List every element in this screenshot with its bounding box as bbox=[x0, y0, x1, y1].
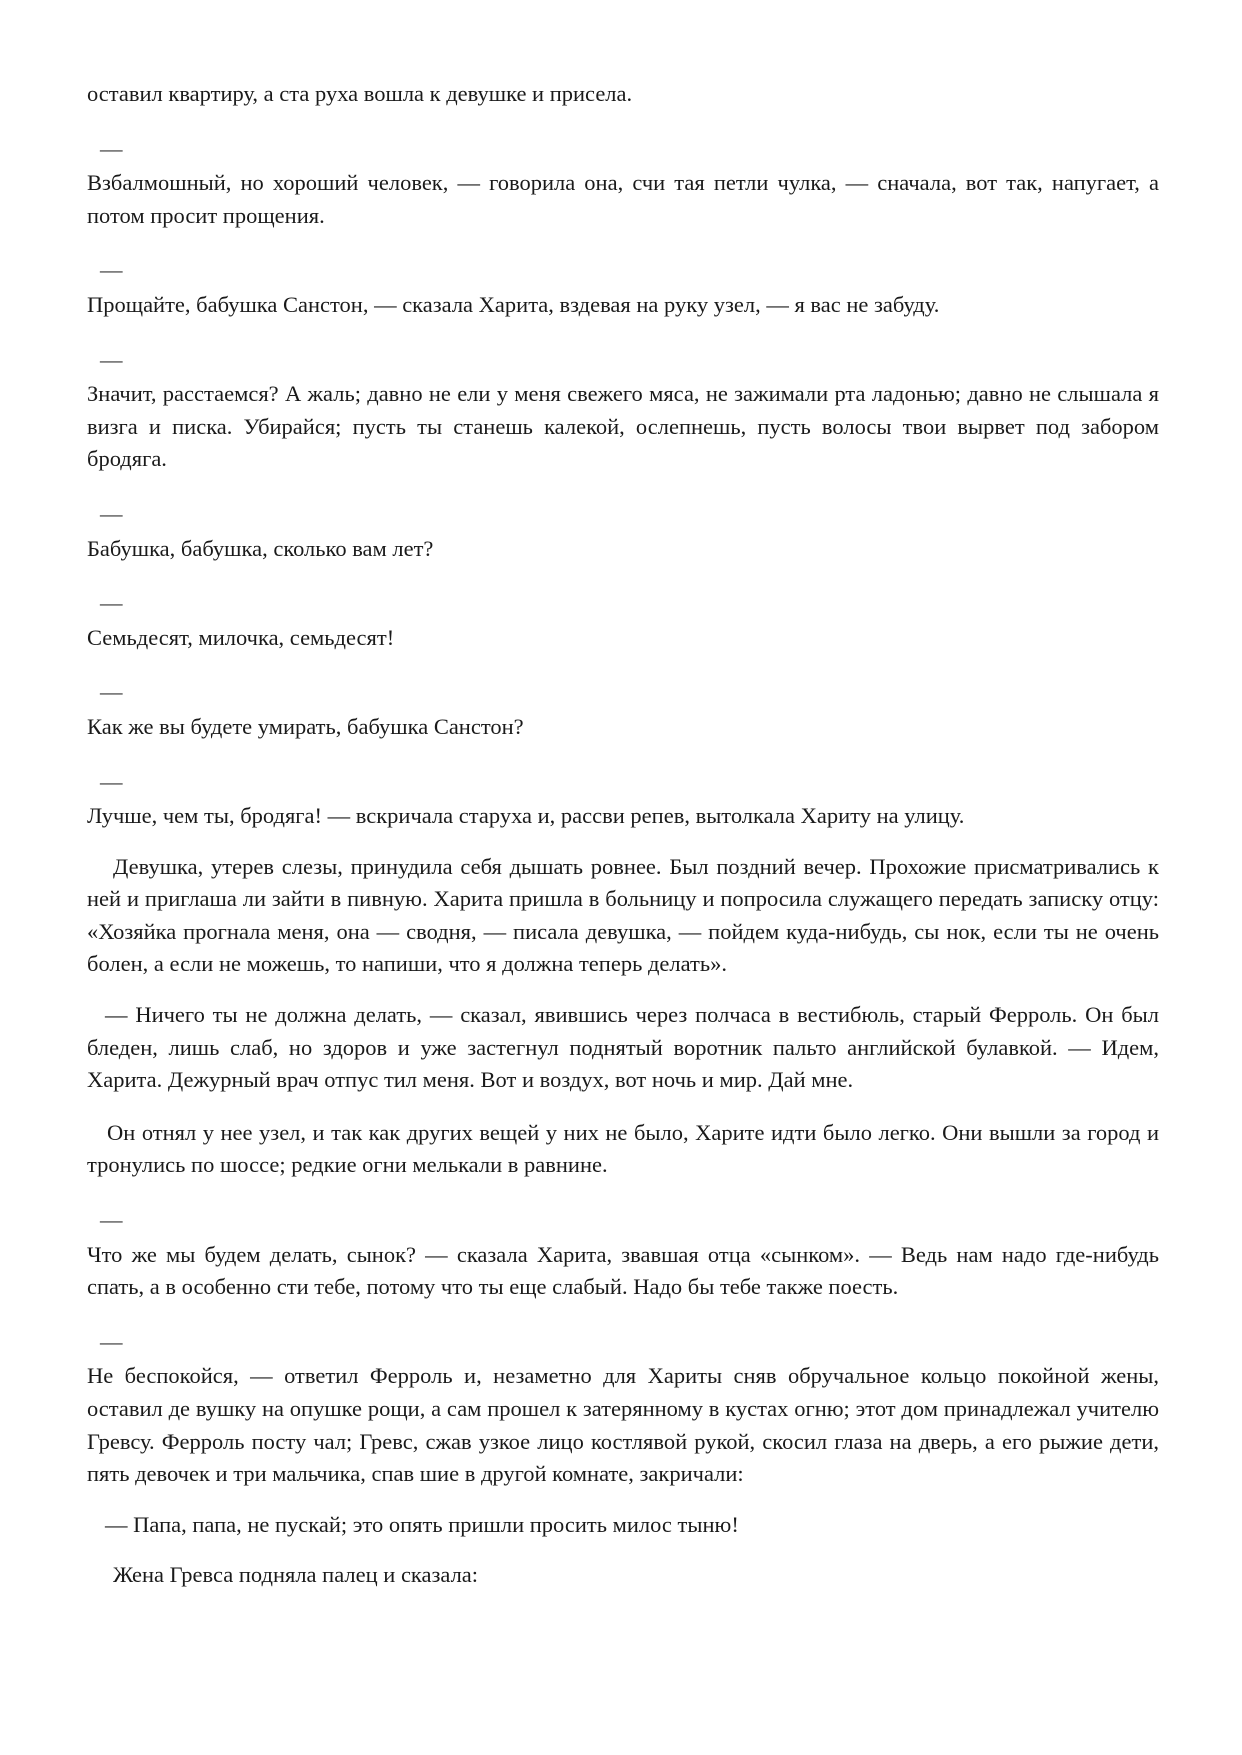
dialogue-dash: — bbox=[100, 768, 123, 794]
dialogue-dash: — bbox=[100, 590, 123, 616]
paragraph: Лучше, чем ты, бродяга! — вскричала старуха и, рассви репев, вытолкала Хариту на улицу. bbox=[87, 803, 965, 829]
dialogue-dash: — bbox=[100, 1328, 123, 1354]
dialogue-dash: — bbox=[100, 257, 123, 283]
paragraph: оставил квартиру, а ста руха вошла к девушке и присела. bbox=[87, 81, 633, 106]
paragraph: Как же вы будете умирать, бабушка Санстон? bbox=[87, 713, 524, 739]
paragraph: Семьдесят, милочка, семьдесят! bbox=[87, 624, 395, 650]
paragraph: — Папа, папа, не пускай; это опять пришли просить милос тыню! bbox=[105, 1511, 739, 1537]
paragraph: — Ничего ты не должна делать, — сказал, явившись через полчаса в вестибюль, старый Ферроль. Он был бледен, лишь слаб, но здоров и уже застегнул поднятый воротник пальто английской булавкой. — Идем, Харита. Дежурный врач отпус тил меня. Вот и воздух, вот ночь и мир. Дай мне. bbox=[87, 1002, 1159, 1093]
dialogue-dash: — bbox=[100, 346, 123, 372]
dialogue-dash: — bbox=[100, 1207, 123, 1233]
paragraph: Не беспокойся, — ответил Ферроль и, незаметно для Хариты сняв обручальное кольцо покойной жены, оставил де вушку на опушке рощи, а сам прошел к затерянному в кустах огню; этот дом принадлежал учителю Гревсу. Ферроль посту чал; Гревс, сжав узкое лицо костлявой рукой, скосил глаза на дверь, а его рыжие дети, пять девочек и три мальчика, спав шие в другой комнате, закричали: bbox=[87, 1363, 1159, 1487]
document-page bbox=[87, 78, 1159, 1592]
dialogue-dash: — bbox=[100, 679, 123, 705]
paragraph: Прощайте, бабушка Санстон, — сказала Харита, вздевая на руку узел, — я вас не забуду. bbox=[87, 291, 940, 317]
paragraph: Девушка, утерев слезы, принудила себя дышать ровнее. Был поздний вечер. Прохожие присматривались к ней и приглаша ли зайти в пивную. Харита пришла в больницу и попросила служащего передать записку отцу: «Хозяйка прогнала меня, она — сводня, — писала девушка, — пойдем куда-нибудь, сы нок, если ты не очень болен, а если не можешь, то напиши, что я должна теперь делать». bbox=[87, 853, 1159, 977]
paragraph: Бабушка, бабушка, сколько вам лет? bbox=[87, 535, 434, 561]
dialogue-dash: — bbox=[100, 500, 123, 526]
dialogue-dash: — bbox=[100, 135, 123, 161]
paragraph: Он отнял у нее узел, и так как других вещей у них не было, Харите идти было легко. Они вышли за город и тронулись по шоссе; редкие огни мелькали в равнине. bbox=[87, 1119, 1159, 1178]
paragraph: Значит, расстаемся? А жаль; давно не ели у меня свежего мяса, не зажимали рта ладонью; давно не слышала я визга и писка. Убирайся; пусть ты станешь калекой, ослепнешь, пусть волосы твои вырвет под забором бродяга. bbox=[87, 381, 1159, 472]
paragraph: Взбалмошный, но хороший человек, — говорила она, счи тая петли чулка, — сначала, вот так, напугает, а потом просит прощения. bbox=[87, 170, 1159, 228]
paragraph: Жена Гревса подняла палец и сказала: bbox=[113, 1562, 479, 1588]
paragraph: Что же мы будем делать, сынок? — сказала Харита, звавшая отца «сынком». — Ведь нам надо где-нибудь спать, а в особенно сти тебе, потому что ты еще слабый. Надо бы тебе также поесть. bbox=[87, 1241, 1159, 1300]
